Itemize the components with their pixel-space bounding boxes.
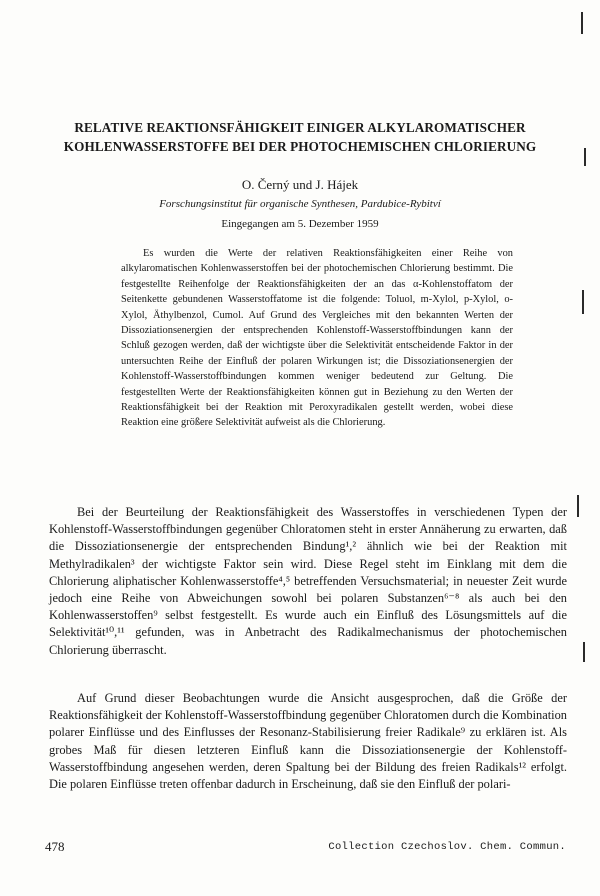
body-paragraph-2: Auf Grund dieser Beobachtungen wurde die Ansicht ausgesprochen, daß die Größe der Reaktionsfähigkeit der Kohlenstoff-Wasserstoffbindung gegenüber Chloratomen durch die Kombination polarer Einflüsse und des Einflusses der Resonanz-Stabilisierung freier Radikale⁹ zu erklären ist. Als grobes Maß für diesen letzteren Einfluß kann die Dissoziationsenergie der Kohlenstoff-Wasserstoffbindung angesehen werden, deren Spaltung bei der Bildung des freien Radikals¹² erfolgt. Die polaren Einflüsse treten offenbar dadurch in Erscheinung, daß sie den Einfluß der polari- [49,691,567,792]
scan-margin-mark [583,642,585,662]
article-authors: O. Černý und J. Hájek [241,177,359,192]
scan-margin-mark [581,12,583,34]
article-title: RELATIVE REAKTIONSFÄHIGKEIT EINIGER ALKYLAROMATISCHER KOHLENWASSERSTOFFE BEI DER PHOTOCHEMISCHEN CHLORIERUNG [63,120,537,154]
journal-name: Collection Czechoslov. Chem. Commun. [328,841,566,853]
scan-margin-mark [582,290,584,314]
page-number: 478 [45,839,65,854]
received-date: Eingegangen am 5. Dezember 1959 [221,218,379,230]
scan-margin-mark [577,495,579,517]
body-paragraph-1: Bei der Beurteilung der Reaktionsfähigkeit des Wasserstoffes in verschiedenen Typen der Kohlenstoff-Wasserstoffbindungen gegenüber Chloratomen steht in erster Annäherung zu erwarten, daß die Dissoziationsenergie der entsprechenden Bindung¹,² ähnlich wie bei der Reaktion mit Methylradikalen³ der wichtigste Faktor sein wird. Diese Regel steht im Einklang mit dem die Chlorierung aliphatischer Kohlenwasserstoffe⁴,⁵ betreffenden Versuchsmaterial; in neuester Zeit wurde jedoch eine Reihe von Abweichungen sowohl bei polaren Substanzen⁶⁻⁸ als auch bei den Kohlenwasserstoffen⁹ selbst festgestellt. Es wurde auch ein Einfluß des Lösungsmittels auf die Selektivität¹⁰,¹¹ gefunden, was in Anbetracht des Radikalmechanismus der photochemischen Chlorierung überrascht. [49,505,567,657]
abstract: Es wurden die Werte der relativen Reaktionsfähigkeiten einer Reihe von alkylaromatischen Kohlenwasserstoffen bei der photochemischen Chlorierung bestimmt. Die festgestellte Reihenfolge der Reaktionsfähigkeiten der an das α-Kohlenstoffatom der Seitenkette gebundenen Wasserstoffatome ist die folgende: Toluol, m-Xylol, p-Xylol, o-Xylol, Äthylbenzol, Cumol. Auf Grund des Vergleiches mit den bekannten Werten der Dissoziationsenergien der entsprechenden Kohlenstoff-Wasserstoffbindungen kann der Schluß gezogen werden, daß der wichtigste über die Selektivität entscheidende Faktor in der untersuchten Reihe der Einfluß der polaren Wirkungen ist; die Dissoziationsenergien der Kohlenstoff-Wasserstoffbindungen kommen weniger bedeutend zur Geltung. Die festgestellten Werte der Reaktionsfähigkeiten können gut in Beziehung zu den Werten der Reaktionsfähigkeit bei der Reaktion mit Peroxyradikalen gestellt werden, wobei diese Reaktion eine größere Selektivität aufweist als die Chlorierung. [121,248,513,429]
author-institute: Forschungsinstitut für organische Synthesen, Pardubice-Rybitví [159,198,441,210]
scan-margin-mark [584,148,586,166]
